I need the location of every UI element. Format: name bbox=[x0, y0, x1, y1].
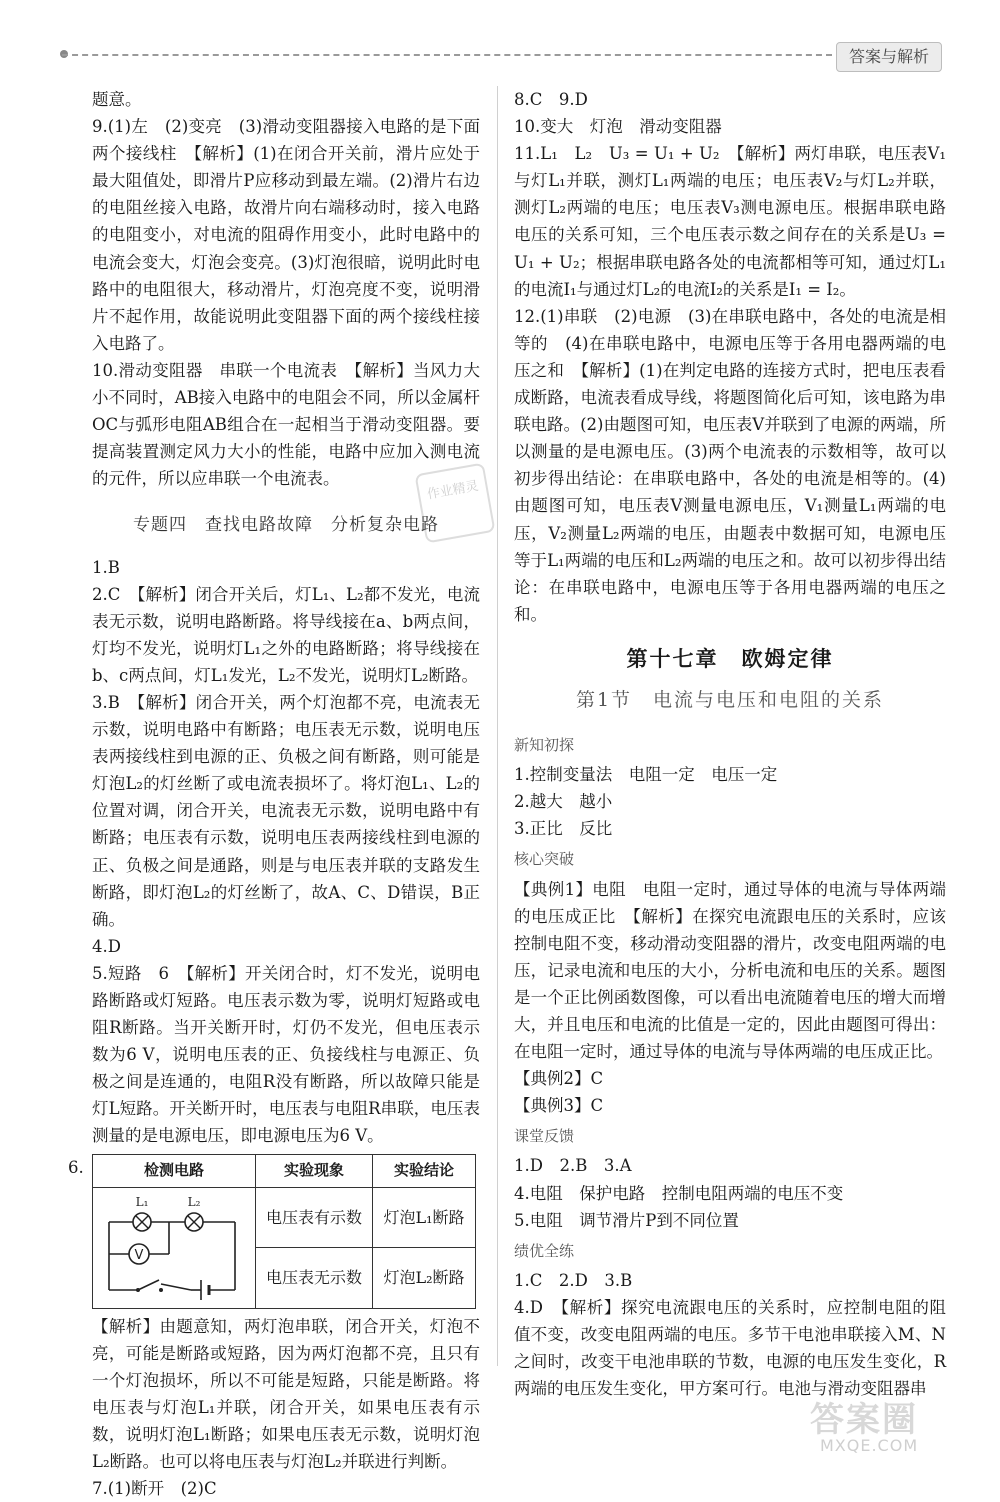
answer-4: 4.D bbox=[92, 936, 121, 956]
table-header: 实验现象 bbox=[256, 1154, 373, 1187]
answer-k4: 4.电阻 保护电路 控制电阻两端的电压不变 bbox=[514, 1183, 844, 1203]
chapter-title: 第十七章 欧姆定律 bbox=[626, 646, 834, 671]
table-cell: 电压表无示数 bbox=[256, 1248, 373, 1309]
watermark-stamp: 作业精灵 bbox=[414, 462, 495, 543]
lamp-2-label: L₂ bbox=[187, 1194, 201, 1209]
circuit-cell bbox=[93, 1187, 256, 1308]
table-row bbox=[93, 1187, 476, 1248]
right-column bbox=[514, 86, 946, 1402]
example-1: 【典例1】电阻 电阻一定时，通过导体的电流与导体两端的电压成正比 【解析】在探究电流跟电压的关系时，应该控制电阻不变，移动滑动变阻器的滑片，改变电阻两端的电压，记录电流和电压的大小，分析电流和电压的关系。题图是一个正比例函数图像，可以看出电流随着电压的增大而增大，并且电压和电流的比值是一定的，因此由题图可得出：在电阻一定时，通过导体的电流与导体两端的电压成正比。 bbox=[514, 879, 946, 1062]
answer-8-9: 8.C 9.D bbox=[514, 90, 588, 109]
answer-9: 9.(1)左 (2)变亮 (3)滑动变阻器接入电路的是下面两个接线柱 【解析】(1)在闭合开关前，滑片应处于最大阻值处，即滑片P应移动到最左端。(2)滑片右边的电阻丝接入电路，故滑片向右端移动时，接入电路的电阻变小，对电流的阻碍作用变小，此时电路中的电流会变大，灯泡会变亮。(3)灯泡很暗，说明此时电路中的电阻很大，移动滑片，灯泡亮度不变，说明滑片不起作用，故能说明此变阻器下面的两个接线柱接入电路了。 bbox=[92, 117, 480, 353]
lamp-1-label: L₁ bbox=[135, 1194, 149, 1209]
corner-logo: 答案圈 bbox=[810, 1400, 918, 1440]
continued-text: 题意。 bbox=[92, 90, 142, 109]
table-cell: 灯泡L₂断路 bbox=[373, 1248, 476, 1309]
lamp-1-symbol bbox=[133, 1213, 151, 1231]
table-cell: 电压表有示数 bbox=[256, 1187, 373, 1248]
answer-7: 7.(1)断开 (2)C bbox=[92, 1479, 217, 1499]
voltmeter-label: V bbox=[134, 1247, 144, 1263]
table-header: 实验结论 bbox=[373, 1154, 476, 1187]
answer-3: 3.B 【解析】闭合开关，两个灯泡都不亮，电流表无示数，说明电路中有断路；电压表无示数，说明电压表两接线柱到电源的正、负极之间有断路，则可能是灯泡L₂的灯丝断了或电流表损坏了。将灯泡L₁、L₂的位置对调，闭合开关，电流表无示数，说明电路中有断路；电压表有示数，说明电压表两接线柱到电源的正、负极之间是通路，则是与电压表并联的支路发生断路，即灯泡L₂的灯丝断了，故A、C、D错误，B正确。 bbox=[92, 692, 480, 929]
answer-x1: 1.控制变量法 电阻一定 电压一定 bbox=[514, 765, 778, 785]
answer-5: 5.短路 6 【解析】开关闭合时，灯不发光，说明电路断路或灯短路。电压表示数为零，说明灯短路或电阻R断路。当开关断开时，灯仍不发光，但电压表示数为6 V，说明电压表的正、负接线柱与电源正、负极之间是连通的，电阻R没有断路，所以故障只能是灯L短路。开关断开时，电压表与电阻R串联，电压表测量的是电源电压，即电源电压为6 V。 bbox=[92, 963, 480, 1146]
answer-j1: 1.C 2.D 3.B bbox=[514, 1270, 633, 1290]
circuit-diagram bbox=[97, 1192, 247, 1304]
voltmeter-symbol bbox=[129, 1244, 149, 1264]
answer-2: 2.C 【解析】闭合开关后，灯L₁、L₂都不发光，电流表无示数，说明电路断路。将导线接在a、b两点间，灯均不发光，说明灯L₁之外的电路断路；将导线接在b、c两点间，灯L₁发光，L₂不发光，说明灯L₂断路。 bbox=[92, 584, 480, 685]
subheading-hexin: 核心突破 bbox=[514, 850, 575, 869]
battery-symbol bbox=[201, 1280, 209, 1300]
answer-x2: 2.越大 越小 bbox=[514, 792, 613, 812]
example-2: 【典例2】C bbox=[514, 1069, 604, 1089]
left-column bbox=[68, 86, 480, 1502]
answer-10: 10.滑动变阻器 串联一个电流表 【解析】当风力大小不同时，AB接入电路中的电阻会不同，所以金属杆OC与弧形电阻AB组合在一起相当于滑动变阻器。要提高装置测定风力大小的性能，电路中应加入测电流的元件，所以应串联一个电流表。 bbox=[92, 360, 480, 489]
corner-url: MXQE.COM bbox=[820, 1436, 919, 1455]
answer-6 bbox=[68, 1154, 480, 1313]
answer-r10: 10.变大 灯泡 滑动变阻器 bbox=[514, 117, 722, 137]
answer-r12: 12.(1)串联 (2)电源 (3)在串联电路中，各处的电流是相等的 (4)在串联电路中，电源电压等于各用电器两端的电压之和 【解析】(1)在判定电路的连接方式时，把电压表看成断路，电流表看成导线，将题图简化后可知，该电路为串联电路。(2)由题图可知，电压表V并联到了电源的两端，所以测量的是电源电压。(3)两个电流表的示数相等，故可以初步得出结论：在串联电路中，各处的电流是相等的。(4)由题图可知，电压表V测量电源电压，V₁测量L₁两端的电压，V₂测量L₂两端的电压，由题表中数据可知，电源电压等于L₁两端的电压和L₂两端的电压之和。故可以初步得出结论：在串联电路中，电源电压等于各用电器两端的电压之和。 bbox=[514, 306, 946, 624]
answer-1: 1.B bbox=[92, 557, 120, 577]
switch-symbol bbox=[136, 1280, 163, 1292]
answer-j4: 4.D 【解析】探究电流跟电压的关系时，应控制电阻的阻值不变，改变电阻两端的电压。多节干电池串联接入M、N之间时，改变干电池串联的节数，电源的电压发生变化，R两端的电压发生变化，甲方案可行。电池与滑动变阻器串 bbox=[514, 1297, 946, 1399]
answer-x3: 3.正比 反比 bbox=[514, 819, 613, 839]
table-header: 检测电路 bbox=[93, 1154, 256, 1187]
answer-k1: 1.D 2.B 3.A bbox=[514, 1156, 632, 1176]
topic-title: 专题四 查找电路故障 分析复杂电路 bbox=[133, 515, 439, 536]
section-tab: 答案与解析 bbox=[836, 42, 942, 72]
header-divider bbox=[62, 54, 832, 56]
subheading-jiyou: 绩优全练 bbox=[514, 1241, 575, 1260]
table-cell: 灯泡L₁断路 bbox=[373, 1187, 476, 1248]
subheading-ketang: 课堂反馈 bbox=[514, 1127, 575, 1146]
table-header-row bbox=[93, 1154, 476, 1187]
answer-6-explanation: 【解析】由题意知，两灯泡串联，闭合开关，灯泡不亮，可能是断路或短路，因为两灯泡都不亮，且只有一个灯泡损坏，所以不可能是短路，只能是断路。将电压表与灯泡L₁并联，闭合开关，如果电压表有示数，说明灯泡L₁断路；如果电压表无示数，说明灯泡L₂断路。也可以将电压表与灯泡L₂并联进行判断。 bbox=[92, 1316, 480, 1472]
column-divider bbox=[497, 86, 498, 1366]
answer-r11: 11.L₁ L₂ U₃ = U₁ + U₂ 【解析】两灯串联，电压表V₁与灯L₁并联，测灯L₁两端的电压；电压表V₂与灯L₂并联，测灯L₂两端的电压；电压表V₃测电源电压。根据串联电路电压的关系可知，三个电压表示数之间存在的关系是U₃ = U₁ + U₂；根据串联电路各处的电流都相等可知，通过灯L₁的电流I₁与通过灯L₂的电流I₂的关系是I₁ = I₂。 bbox=[514, 144, 946, 299]
example-3: 【典例3】C bbox=[514, 1096, 604, 1116]
answer-k5: 5.电阻 调节滑片P到不同位置 bbox=[514, 1210, 739, 1230]
answer-6-label: 6. bbox=[68, 1157, 84, 1177]
section-title: 第1节 电流与电压和电阻的关系 bbox=[575, 688, 885, 711]
lamp-2-symbol bbox=[185, 1213, 203, 1231]
subheading-xinzhi: 新知初探 bbox=[514, 736, 575, 755]
experiment-table bbox=[92, 1154, 476, 1309]
